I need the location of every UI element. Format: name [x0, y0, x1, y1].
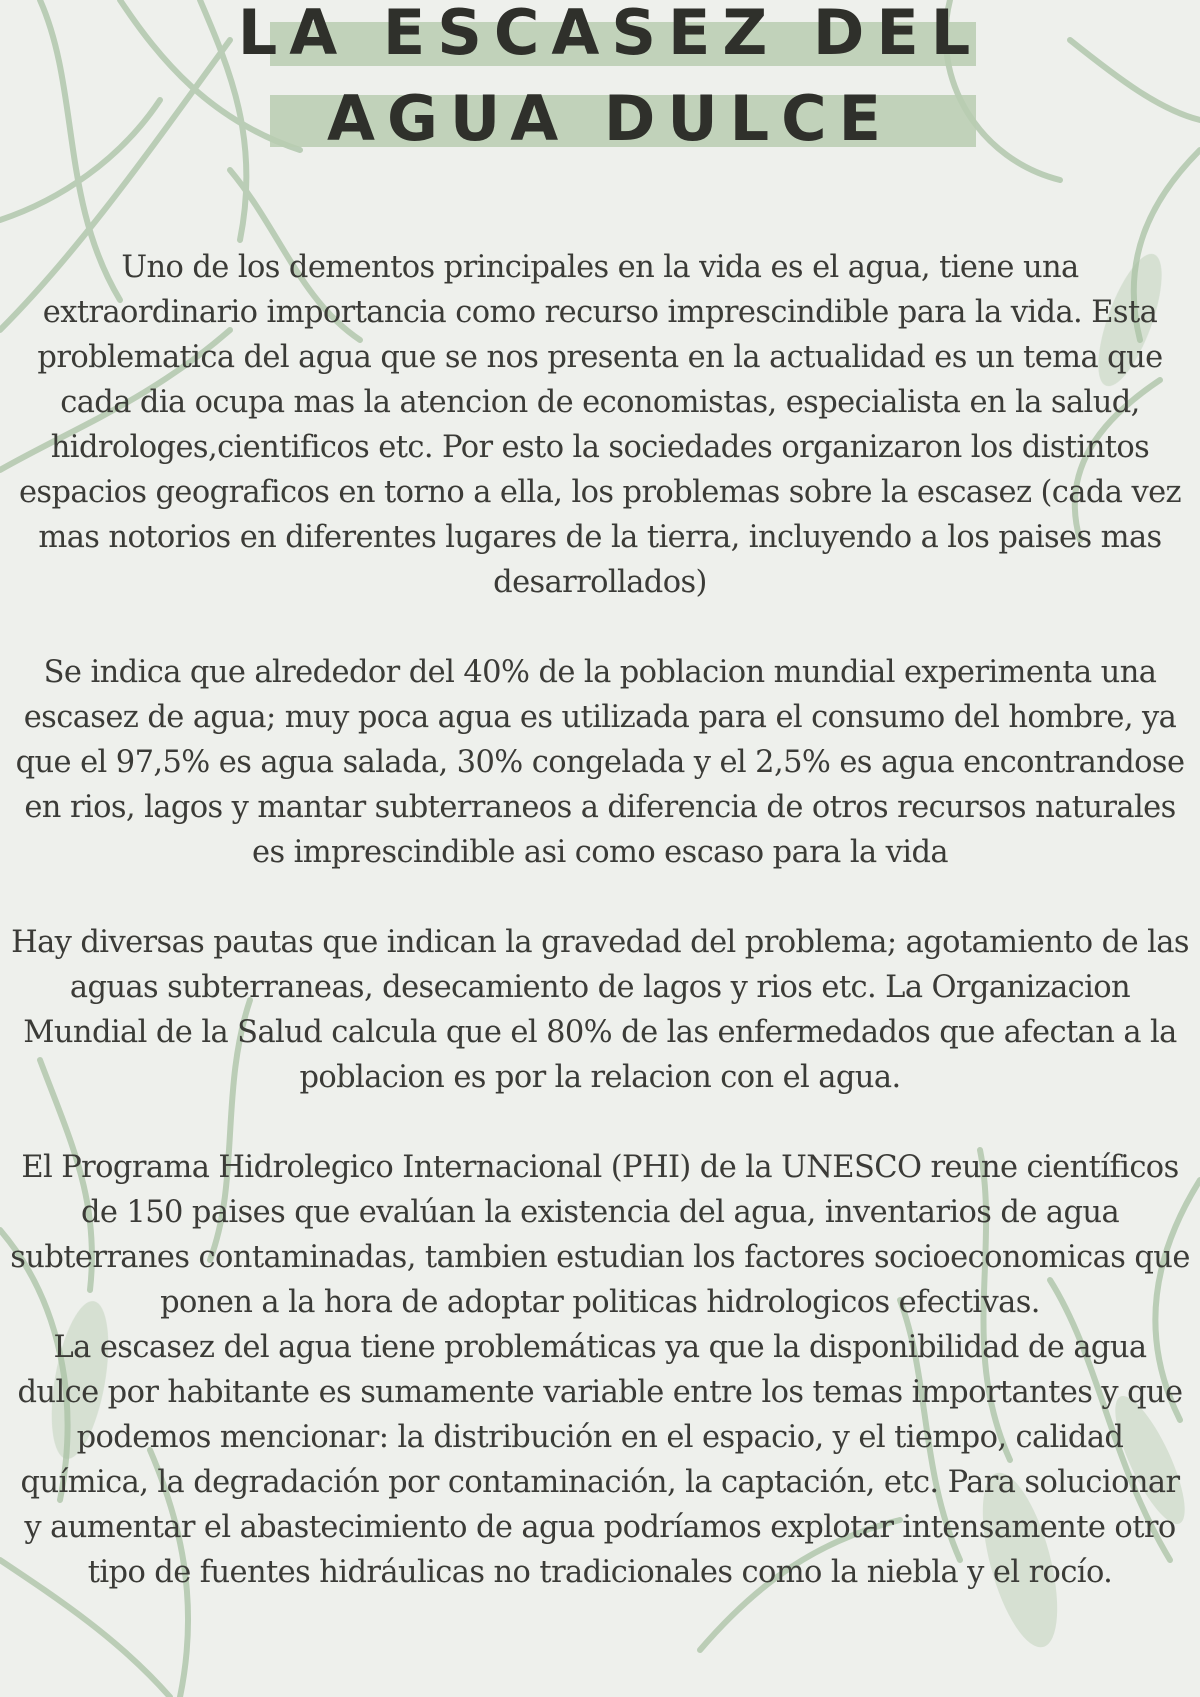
paragraph-1: Uno de los dementos principales en la vida es el agua, tiene una extraordinario importancia como recurso imprescindible para la vida. Esta problematica del agua que se nos presenta en la actualidad es un tema que cada dia ocupa mas la atencion de economistas, especialista en la salud, hidrologes,cientificos etc. Por esto la sociedades organizaron los distintos espacios geograficos en torno a ella, los problemas sobre la escasez (cada vez mas notorios en diferentes lugares de la tierra, incluyendo a los paises mas desarrollados) — [18, 250, 1182, 600]
article-body — [10, 245, 1190, 1595]
paragraph-4: El Programa Hidrolegico Internacional (PHI) de la UNESCO reune científicos de 150 paises que evalúan la existencia del agua, inventarios de agua subterranes contaminadas, tambien estudian los factores socioeconomicas que ponen a la hora de adoptar politicas hidrologicos efectivas. — [10, 1150, 1190, 1320]
title-block — [0, 0, 1200, 160]
paragraph-2: Se indica que alrededor del 40% de la poblacion mundial experimenta una escasez de agua; muy poca agua es utilizada para el consumo del hombre, ya que el 97,5% es agua salada, 30% congelada y el 2,5% es agua encontrandose en rios, lagos y mantar subterraneos a diferencia de otros recursos naturales es imprescindible asi como escaso para la vida — [15, 655, 1185, 870]
paragraph-3: Hay diversas pautas que indican la gravedad del problema; agotamiento de las aguas subterraneas, desecamiento de lagos y rios etc. La Organizacion Mundial de la Salud calcula que el 80% de las enfermedados que afectan a la poblacion es por la relacion con el agua. — [11, 925, 1189, 1095]
title-line-1: LA ESCASEZ DEL — [237, 0, 983, 69]
paragraph-5: La escasez del agua tiene problemáticas ya que la disponibilidad de agua dulce por habitante es sumamente variable entre los temas importantes y que podemos mencionar: la distribución en el espacio, y el tiempo, calidad química, la degradación por contaminación, la captación, etc. Para solucionar y aumentar el abastecimiento de agua podríamos explotar intensamente otro tipo de fuentes hidráulicas no tradicionales como la niebla y el rocío. — [17, 1330, 1183, 1590]
title-line-2: AGUA DULCE — [326, 82, 894, 155]
